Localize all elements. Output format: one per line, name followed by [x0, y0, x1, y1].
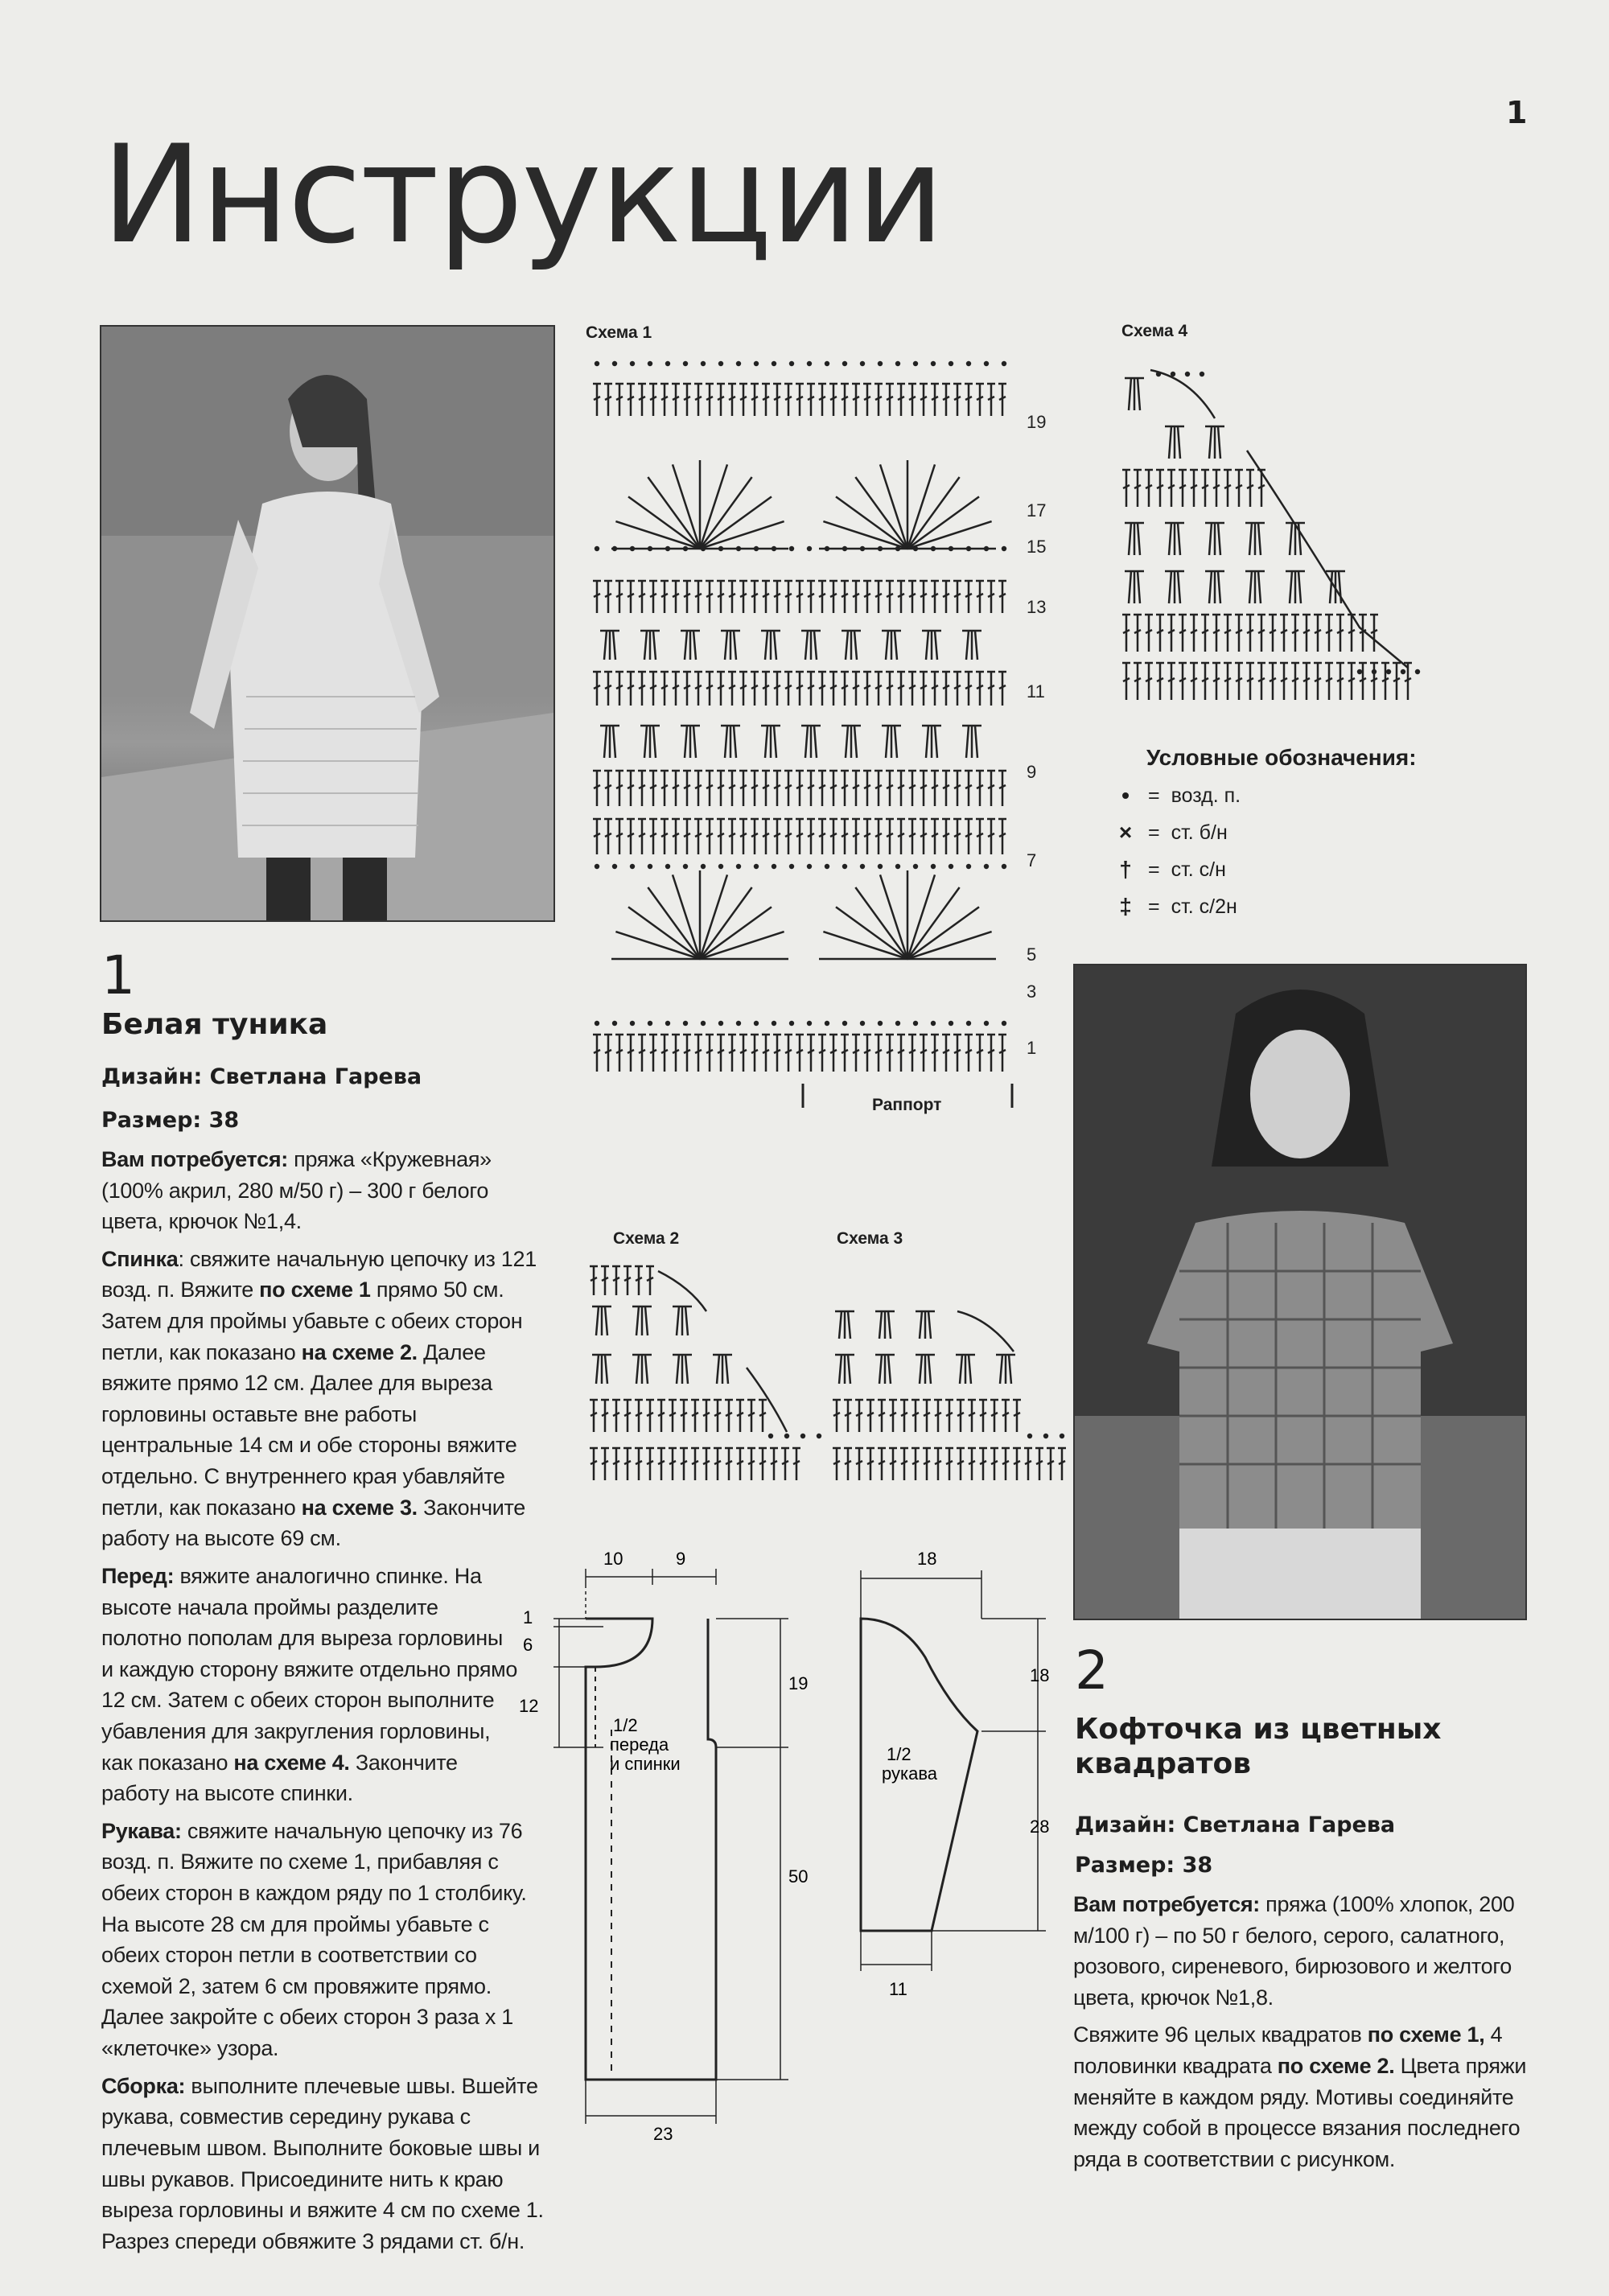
- sleeve-label-fraction: 1/2: [887, 1744, 911, 1764]
- body-label-fraction: 1/2: [613, 1715, 638, 1735]
- design-label: Дизайн:: [1075, 1813, 1176, 1837]
- scheme2-label: Схема 2: [613, 1229, 680, 1248]
- dim-top-right: 9: [676, 1549, 686, 1569]
- item2-number: 2: [1075, 1640, 1109, 1701]
- item2-title: Кофточка из цветных квадратов: [1075, 1713, 1442, 1781]
- scheme1-label: Схема 1: [586, 323, 652, 342]
- legend-item: † = ст. с/н: [1119, 857, 1226, 882]
- item2-size: [1075, 1852, 1212, 1879]
- item1-instructions: [101, 1144, 553, 2263]
- colored-squares-top-photo: [1073, 964, 1527, 1620]
- row-number: 19: [1027, 412, 1047, 432]
- page-number: 1: [1506, 95, 1528, 130]
- row-number: 5: [1027, 944, 1037, 965]
- size-value: 38: [1182, 1853, 1213, 1878]
- row-number: 3: [1027, 981, 1037, 1002]
- scheme4-label: Схема 4: [1121, 322, 1188, 340]
- dim-right-19: 19: [788, 1673, 809, 1693]
- body-pattern-diagram: [515, 1529, 821, 2140]
- legend-item: ‡ = ст. с/2н: [1119, 894, 1237, 919]
- dim-top-left: 10: [603, 1549, 623, 1569]
- dim-bottom: 23: [653, 2124, 673, 2140]
- item1-back: Спинка: свяжите начальную цепочку из 121 возд. п. Вяжите по схеме 1 прямо 50 см. Затем для проймы убавьте с обеих сторон петли, как показано на схеме 2. Далее вяжите прямо 12 см. Далее для выреза горловины оставьте вне работы центральные 14 см и обе стороны вяжите отдельно. С внутреннего края убавляйте петли, как показано на схеме 3. Закончите работу на высоте 69 см.: [101, 1246, 537, 1551]
- squares-photo-illustration: [1075, 965, 1525, 1619]
- row-number: 7: [1027, 850, 1037, 870]
- legend-item: × = ст. б/н: [1118, 820, 1228, 845]
- scheme1-chart: [586, 348, 1076, 1120]
- tunic-photo-illustration: [101, 327, 553, 920]
- sleeve-dim-right-28: 28: [1030, 1817, 1050, 1837]
- body-label-line3: и спинки: [610, 1754, 681, 1774]
- item1-needs: Вам потребуется: пряжа «Кружевная» (100% акрил, 280 м/50 г) – 300 г белого цвета, крючок №1,4.: [101, 1147, 492, 1234]
- design-value: Светлана Гарева: [1183, 1813, 1396, 1837]
- scheme3-label: Схема 3: [837, 1229, 903, 1248]
- design-label: Дизайн:: [101, 1064, 203, 1089]
- item1-title: Белая туника: [101, 1008, 328, 1041]
- scheme2-chart: [586, 1263, 827, 1488]
- size-label: Размер:: [101, 1108, 202, 1133]
- sleeve-dim-right-18: 18: [1030, 1665, 1050, 1685]
- scheme3-chart: [829, 1303, 1070, 1488]
- row-number: 1: [1027, 1038, 1037, 1058]
- body-label-line2: переда: [610, 1734, 669, 1755]
- row-number: 11: [1027, 681, 1045, 702]
- sleeve-dim-top: 18: [917, 1549, 937, 1569]
- dim-right-50: 50: [788, 1866, 809, 1887]
- scheme4-chart: [1118, 362, 1424, 708]
- legend-item: • = возд. п.: [1121, 783, 1241, 808]
- row-number: 17: [1027, 500, 1047, 521]
- item1-front: Перед: вяжите аналогично спинке. На высоте начала проймы разделите полотно пополам для выреза горловины и каждую сторону вяжите отдельно прямо 12 см. Затем с обеих сторон выполните убавления для закругления горловины, как показано на схеме 4. Закончите работу на высоте спинки.: [101, 1563, 518, 1806]
- item2-instructions: [1073, 1889, 1529, 2181]
- dim-left-12: 12: [519, 1696, 539, 1716]
- row-number: 13: [1027, 597, 1047, 617]
- tunic-photo: [100, 325, 555, 922]
- item2-needs: Вам потребуется: пряжа (100% хлопок, 200 м/100 г) – по 50 г белого, серого, салатного, розового, сиреневого, бирюзового и желтого цвета, крючок №1,8.: [1073, 1892, 1515, 2010]
- size-label: Размер:: [1075, 1853, 1175, 1878]
- row-number: 9: [1027, 762, 1037, 782]
- size-value: 38: [208, 1108, 240, 1133]
- item1-assembly: Сборка: выполните плечевые швы. Вшейте рукава, совместив середину рукава с плечевым швом. Выполните боковые швы и швы рукавов. Присоедините нить к краю выреза горловины и вяжите 4 см по схеме 1. Разрез спереди обвяжите 3 рядами ст. б/н.: [101, 2073, 544, 2253]
- item1-design: [101, 1064, 422, 1091]
- item2-motifs: Свяжите 96 целых квадратов по схеме 1, 4 половинки квадрата по схеме 2. Цвета пряжи меняйте в каждом ряду. Мотивы соединяйте между собой в процессе вязания последнего ряда в соответствии с рисунком.: [1073, 2022, 1527, 2171]
- item1-sleeves: Рукава: свяжите начальную цепочку из 76 возд. п. Вяжите по схеме 1, прибавляя с обеих сторон в каждом ряду по 1 столбику. На высоте 28 см для проймы убавьте с обеих сторон петли в соответствии со схемой 2, затем 6 см провяжите прямо. Далее закройте с обеих сторон 3 раза x 1 «клеточке» узора.: [101, 1818, 527, 2061]
- item1-size: [101, 1107, 239, 1134]
- item2-design: [1075, 1812, 1395, 1839]
- sleeve-dim-bottom: 11: [889, 1979, 907, 1999]
- rapport-label: Раппорт: [872, 1096, 942, 1114]
- row-number: 15: [1027, 537, 1047, 557]
- sleeve-label-line2: рукава: [882, 1763, 938, 1784]
- legend-list: [1114, 777, 1241, 925]
- item1-number: 1: [101, 944, 135, 1006]
- legend-title: Условные обозначения:: [1146, 745, 1417, 770]
- sleeve-pattern-diagram: [837, 1545, 1078, 2019]
- page-title: Инструкции: [101, 116, 943, 274]
- dim-left-6: 6: [523, 1635, 533, 1655]
- dim-left-1: 1: [523, 1607, 533, 1627]
- design-value: Светлана Гарева: [209, 1064, 422, 1089]
